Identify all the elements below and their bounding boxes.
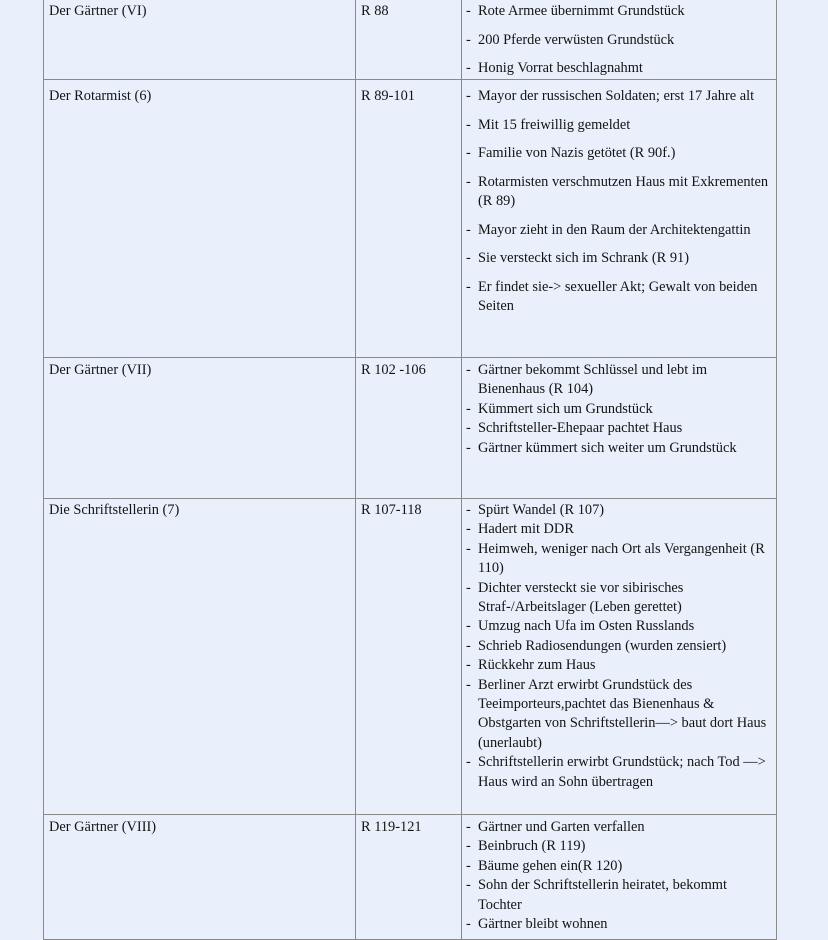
table-row — [44, 358, 777, 499]
list-item: - Gärtner bleibt wohnen — [466, 915, 772, 934]
pages-cell — [356, 499, 462, 815]
pages-cell — [356, 815, 462, 940]
table-row — [44, 499, 777, 815]
list-item: - Schriftstellerin erwirbt Grundstück; nach Tod —> Haus wird an Sohn übertragen — [466, 753, 772, 792]
pages-cell — [356, 80, 462, 358]
chapter-cell — [44, 499, 356, 815]
chapter-title: Der Gärtner (VI) — [49, 3, 147, 19]
chapter-cell — [44, 0, 356, 80]
bullet-list — [466, 501, 772, 792]
list-item: - Gärtner kümmert sich weiter um Grundstück — [466, 439, 772, 458]
list-item: - Mayor zieht in den Raum der Architektengattin — [466, 221, 772, 240]
summary-table — [43, 0, 777, 940]
page-reference: R 119-121 — [361, 819, 422, 835]
list-item: - Rotarmisten verschmutzen Haus mit Exkrementen (R 89) — [466, 173, 772, 212]
list-item: - Mit 15 freiwillig gemeldet — [466, 116, 772, 135]
list-item: - Sie versteckt sich im Schrank (R 91) — [466, 249, 772, 268]
list-item: - Schrieb Radiosendungen (wurden zensiert) — [466, 637, 772, 656]
table-row — [44, 0, 777, 80]
points-cell — [462, 499, 777, 815]
bullet-list — [466, 818, 772, 934]
points-cell — [462, 358, 777, 499]
list-item: - Beinbruch (R 119) — [466, 837, 772, 856]
list-item: - Schriftsteller-Ehepaar pachtet Haus — [466, 419, 772, 438]
list-item: - Familie von Nazis getötet (R 90f.) — [466, 144, 772, 163]
list-item: - Hadert mit DDR — [466, 520, 772, 539]
list-item: - 200 Pferde verwüsten Grundstück — [466, 31, 772, 50]
list-item: - Sohn der Schriftstellerin heiratet, bekommt Tochter — [466, 876, 772, 915]
list-item: - Rote Armee übernimmt Grundstück — [466, 2, 772, 21]
list-item: - Mayor der russischen Soldaten; erst 17 Jahre alt — [466, 87, 772, 106]
page-reference: R 107-118 — [361, 502, 422, 518]
chapter-cell — [44, 815, 356, 940]
chapter-title: Der Rotarmist (6) — [49, 88, 152, 104]
list-item: - Rückkehr zum Haus — [466, 656, 772, 675]
table-row — [44, 80, 777, 358]
list-item: - Er findet sie-> sexueller Akt; Gewalt von beiden Seiten — [466, 278, 772, 317]
chapter-title: Die Schriftstellerin (7) — [49, 502, 180, 518]
chapter-title: Der Gärtner (VIII) — [49, 819, 157, 835]
list-item: - Spürt Wandel (R 107) — [466, 501, 772, 520]
pages-cell — [356, 0, 462, 80]
list-item: - Gärtner und Garten verfallen — [466, 818, 772, 837]
page-reference: R 88 — [361, 3, 389, 19]
bullet-list — [466, 2, 772, 79]
chapter-cell — [44, 358, 356, 499]
list-item: - Dichter versteckt sie vor sibirisches Straf-/Arbeitslager (Leben gerettet) — [466, 579, 772, 618]
bullet-list — [466, 87, 772, 317]
chapter-cell — [44, 80, 356, 358]
points-cell — [462, 80, 777, 358]
list-item: - Bäume gehen ein(R 120) — [466, 857, 772, 876]
page-reference: R 102 -106 — [361, 362, 426, 378]
list-item: - Umzug nach Ufa im Osten Russlands — [466, 617, 772, 636]
page-reference: R 89-101 — [361, 88, 415, 104]
bullet-list — [466, 361, 772, 458]
list-item: - Heimweh, weniger nach Ort als Vergangenheit (R 110) — [466, 540, 772, 579]
list-item: - Honig Vorrat beschlagnahmt — [466, 59, 772, 78]
chapter-title: Der Gärtner (VII) — [49, 362, 152, 378]
table-row — [44, 815, 777, 940]
pages-cell — [356, 358, 462, 499]
points-cell — [462, 0, 777, 80]
list-item: - Kümmert sich um Grundstück — [466, 400, 772, 419]
list-item: - Gärtner bekommt Schlüssel und lebt im Bienenhaus (R 104) — [466, 361, 772, 400]
points-cell — [462, 815, 777, 940]
list-item: - Berliner Arzt erwirbt Grundstück des Teeimporteurs,pachtet das Bienenhaus & Obstgarten von Schriftstellerin—> baut dort Haus (unerlaubt) — [466, 676, 772, 754]
